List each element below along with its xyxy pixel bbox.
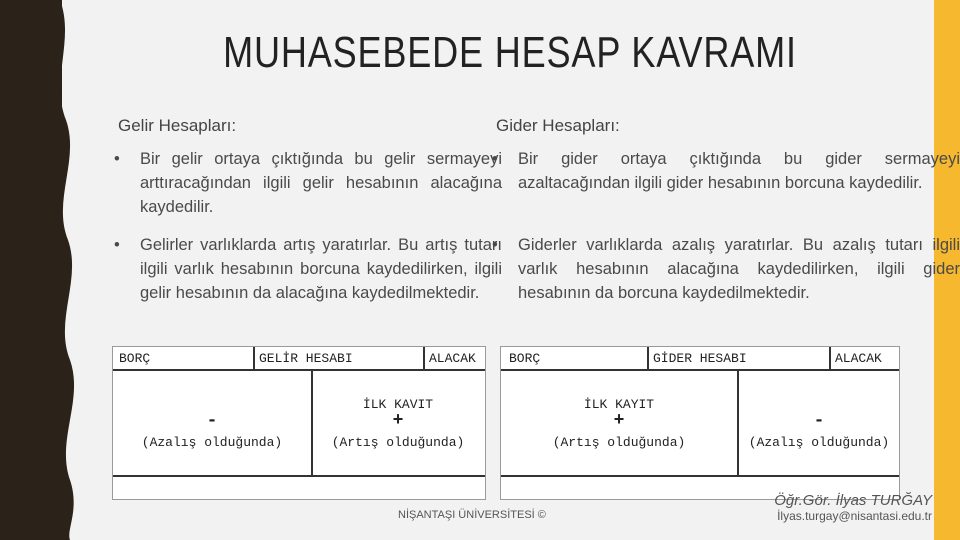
author-email[interactable]: İlyas.turgay@nisantasi.edu.tr (777, 509, 932, 523)
gider-borc-label: BORÇ (509, 351, 541, 366)
gider-account-name: GİDER HESABI (653, 351, 747, 366)
gider-first-entry: İLK KAYIT (583, 397, 655, 412)
footer-university: NİŞANTAŞI ÜNİVERSİTESİ © (398, 509, 546, 521)
gider-bullet-1: • Bir gider ortaya çıktığında bu gider sermayeyi azaltacağından ilgili gider hesabının borcuna kaydedilir. (492, 147, 960, 195)
gider-left-sign: + (613, 411, 625, 431)
gelir-t-account (112, 346, 486, 500)
gider-t-account (500, 346, 900, 500)
gider-table-header (501, 347, 899, 371)
gelir-right-note: (Artış olduğunda) (331, 435, 465, 450)
gelir-table-header (113, 347, 485, 371)
gelir-heading: Gelir Hesapları: (118, 116, 237, 135)
gelir-bullet-2: • Gelirler varlıklarda artış yaratırlar. Bu artış tutarı ilgili varlık hesabının borcuna kaydedilirken, ilgili gelir hesabının da alacağına kaydedilmektedir. (114, 233, 502, 351)
gelir-borc-label: BORÇ (119, 351, 151, 366)
author-name: Öğr.Gör. İlyas TURĞAY (774, 492, 932, 509)
author-block (762, 492, 932, 523)
gider-heading: Gider Hesapları: (496, 116, 620, 135)
gider-alacak-label: ALACAK (835, 351, 882, 366)
gelir-first-entry: İLK KAVIT (362, 397, 434, 412)
gider-left-note: (Artış olduğunda) (552, 435, 686, 450)
gider-right-sign: - (813, 411, 825, 431)
gelir-left-note: (Azalış olduğunda) (141, 435, 283, 450)
gelir-bullet-1: • Bir gelir ortaya çıktığında bu gelir sermayeyi arttıracağından ilgili gelir hesabının alacağına kaydedilir. (114, 147, 502, 219)
gelir-left-sign: - (206, 411, 218, 431)
left-wave-edge (0, 0, 80, 540)
gelir-account-name: GELİR HESABI (259, 351, 353, 366)
gelir-alacak-label: ALACAK (429, 351, 476, 366)
gelir-right-sign: + (392, 411, 404, 431)
gider-bullet-2: • Giderler varlıklarda azalış yaratırlar. Bu azalış tutarı ilgili varlık hesabının alacağına kaydedilirken, ilgili gider hesabının da borcuna kaydedilmektedir. (492, 233, 960, 305)
gider-right-note: (Azalış olduğunda) (748, 435, 890, 450)
page-title: MUHASEBEDE HESAP KAVRAMI (223, 28, 797, 77)
